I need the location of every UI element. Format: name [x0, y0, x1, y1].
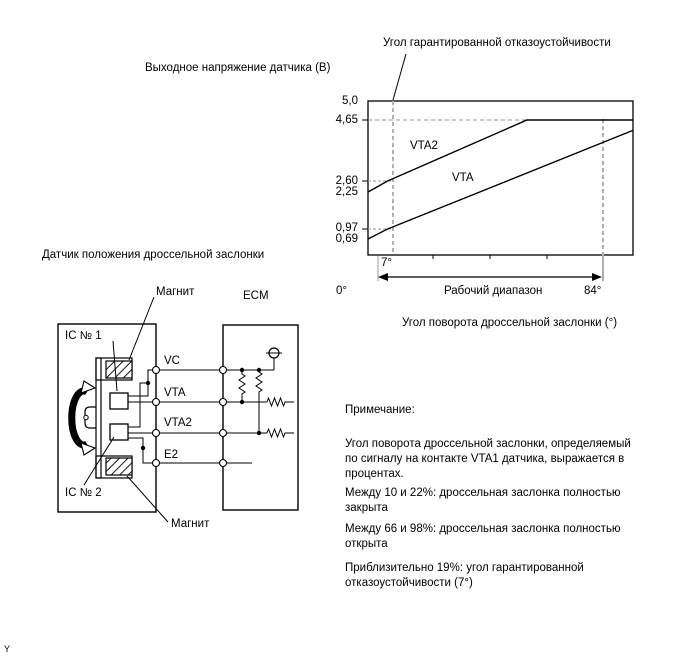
- arrowhead-right: [592, 273, 602, 281]
- terminal-label-vc: VC: [164, 355, 180, 367]
- voltage-chart: [362, 54, 633, 281]
- magnet-bottom: [106, 458, 132, 475]
- note-heading: Примечание:: [345, 404, 415, 416]
- ytick-2-25: 2,25: [335, 186, 358, 198]
- chart-xlabel: Угол поворота дроссельной заслонки (°): [402, 317, 618, 329]
- xtick-0deg: 0°: [336, 285, 347, 297]
- ecm-label: ECM: [243, 290, 269, 302]
- magnet-bottom-label: Магнит: [171, 518, 210, 530]
- ecm-housing: [223, 325, 298, 510]
- series-label-vta2: VTA2: [410, 140, 438, 152]
- ytick-0-97: 0,97: [335, 222, 358, 234]
- sensor-terminal-e2: [153, 460, 160, 467]
- working-range-label: Рабочий диапазон: [444, 285, 543, 297]
- series-line-vta2: [368, 120, 633, 192]
- xtick-7deg: 7°: [381, 257, 392, 269]
- note-text-line: процентах.: [345, 468, 404, 480]
- xtick-84deg: 84°: [584, 285, 602, 297]
- failsafe-annotation-leader: [393, 54, 406, 100]
- chart-title: Выходное напряжение датчика (В): [145, 62, 331, 74]
- rotation-arrowhead-top: [81, 381, 95, 393]
- sensor-title: Датчик положения дроссельной заслонки: [42, 249, 265, 261]
- terminal-label-vta2: VTA2: [164, 417, 192, 429]
- ytick-2-60: 2,60: [335, 175, 358, 187]
- sensor-wiring: [128, 370, 152, 463]
- note-text-line: Между 66 и 98%: дроссельная заслонка полностью: [345, 523, 621, 535]
- magnet-bottom-leader: [127, 476, 168, 522]
- chart-series: [368, 120, 633, 239]
- vc-junction-dot: [146, 381, 150, 385]
- rotation-arrowhead-bottom: [81, 443, 95, 455]
- magnet-top-leader: [129, 297, 154, 360]
- magnet-top-label: Магнит: [156, 286, 195, 298]
- magnet-top: [106, 361, 132, 378]
- ytick-0-69: 0,69: [335, 233, 358, 245]
- series-label-vta: VTA: [452, 172, 474, 184]
- ic1-label: IC № 1: [65, 330, 102, 342]
- shaft-notch: [84, 415, 88, 419]
- note-text-line: Угол поворота дроссельной заслонки, определяемый: [345, 438, 631, 450]
- page-corner-mark: Y: [4, 644, 11, 654]
- note-text-line: Между 10 и 22%: дроссельная заслонка полностью: [345, 487, 621, 499]
- ecm-terminal-vta2: [220, 430, 227, 437]
- note-text-line: отказоустойчивости (7°): [345, 577, 473, 589]
- arrowhead-left: [378, 273, 388, 281]
- terminal-label-vta: VTA: [164, 387, 186, 399]
- hall-ic-1: [110, 393, 128, 409]
- hall-ic-2: [110, 424, 128, 440]
- ytick-4-65: 4,65: [335, 114, 358, 126]
- ecm-terminal-e2: [220, 460, 227, 467]
- terminal-label-e2: E2: [164, 449, 179, 461]
- failsafe-annotation: Угол гарантированной отказоустойчивости: [383, 37, 611, 49]
- chart-frame: [368, 101, 633, 255]
- ecm-terminal-vta: [220, 399, 227, 406]
- yoke-bar: [96, 358, 101, 478]
- ic2-label: IC № 2: [65, 487, 102, 499]
- ecm-terminal-vc: [220, 367, 227, 374]
- series-resistor-vta2: [267, 429, 294, 437]
- ytick-5-0: 5,0: [342, 95, 358, 107]
- series-resistor-vta: [267, 398, 294, 406]
- sensor-terminal-vc: [153, 367, 160, 374]
- e2-junction-dot: [141, 446, 145, 450]
- pullup-resistor-vta: [239, 370, 245, 402]
- note-text-line: закрыта: [345, 502, 388, 514]
- note-text-line: по сигналу на контакте VTA1 датчика, выражается в: [345, 453, 625, 465]
- sensor-terminal-vta: [153, 399, 160, 406]
- ecm-circuit: [223, 348, 294, 463]
- sensor-terminal-vta2: [153, 430, 160, 437]
- series-line-vta: [368, 130, 633, 239]
- note-text-line: Приблизительно 19%: угол гарантированной: [345, 562, 584, 574]
- note-text-line: открыта: [345, 538, 388, 550]
